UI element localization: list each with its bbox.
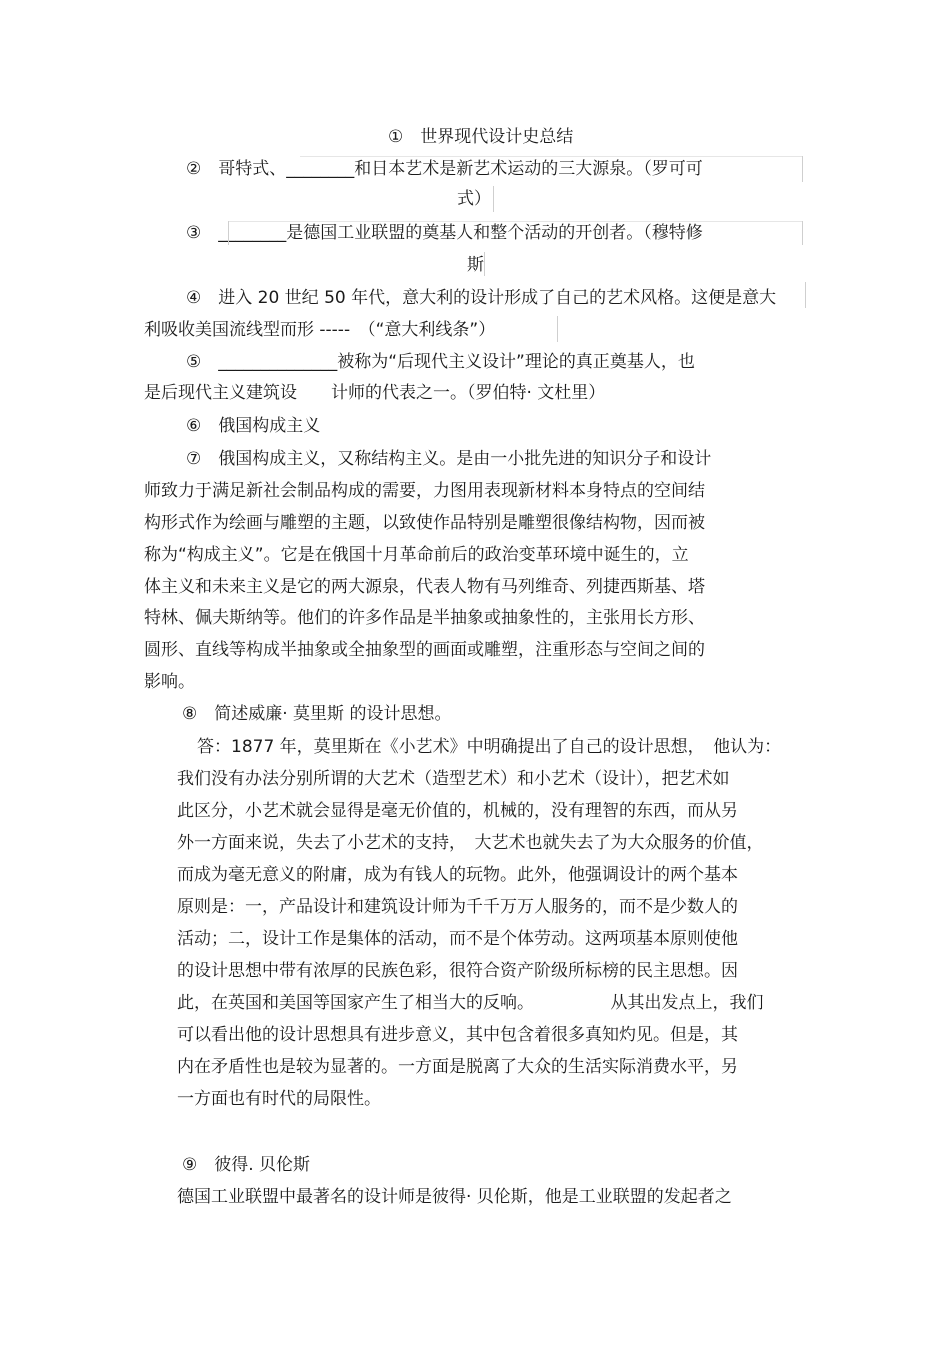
text-line: 原则是：一，产品设计和建筑设计师为千千万万人服务的，而不是少数人的 bbox=[177, 897, 738, 917]
text-line: ② 哥特式、________和日本艺术是新艺术运动的三大源泉。（罗可可 bbox=[186, 159, 703, 179]
text-line: 特林、佩夫斯纳等。他们的许多作品是半抽象或抽象性的，主张用长方形、 bbox=[144, 608, 705, 628]
text-line: 此，在英国和美国等国家产生了相当大的反响。 从其出发点上，我们 bbox=[177, 993, 764, 1013]
text-line: ① 世界现代设计史总结 bbox=[388, 127, 574, 147]
table-border bbox=[228, 221, 802, 222]
text-line: 构形式作为绘画与雕塑的主题，以致使作品特别是雕塑很像结构物，因而被 bbox=[144, 513, 705, 533]
text-line: 而成为毫无意义的附庸，成为有钱人的玩物。此外，他强调设计的两个基本 bbox=[177, 865, 738, 885]
text-line: 外一方面来说，失去了小艺术的支持， 大艺术也就失去了为大众服务的价值， bbox=[177, 833, 764, 853]
text-line: 我们没有办法分别所谓的大艺术（造型艺术）和小艺术（设计），把艺术如 bbox=[177, 769, 730, 789]
text-line: ③ ________是德国工业联盟的奠基人和整个活动的开创者。（穆特修 bbox=[186, 223, 703, 243]
text-line: 此区分，小艺术就会显得是毫无价值的，机械的，没有理智的东西，而从另 bbox=[177, 801, 738, 821]
text-line: ④ 进入 20 世纪 50 年代，意大利的设计形成了自己的艺术风格。这便是意大 bbox=[186, 288, 777, 308]
text-line: 式） bbox=[457, 189, 491, 209]
text-line: ⑥ 俄国构成主义 bbox=[186, 416, 321, 436]
table-border bbox=[484, 252, 485, 276]
text-line: 活动；二，设计工作是集体的活动，而不是个体劳动。这两项基本原则使他 bbox=[177, 929, 738, 949]
text-line: ⑦ 俄国构成主义，又称结构主义。是由一小批先进的知识分子和设计 bbox=[186, 449, 712, 469]
text-line: 可以看出他的设计思想具有进步意义，其中包含着很多真知灼见。但是，其 bbox=[177, 1025, 738, 1045]
table-border bbox=[228, 221, 229, 245]
text-line: 圆形、直线等构成半抽象或全抽象型的画面或雕塑，注重形态与空间之间的 bbox=[144, 640, 705, 660]
text-line: 斯 bbox=[467, 255, 484, 275]
text-line: 的设计思想中带有浓厚的民族色彩，很符合资产阶级所标榜的民主思想。因 bbox=[177, 961, 738, 981]
text-line: 利吸收美国流线型而形 ----- （“意大利线条”） bbox=[144, 320, 496, 340]
text-line: 师致力于满足新社会制品构成的需要，力图用表现新材料本身特点的空间结 bbox=[144, 481, 705, 501]
table-border bbox=[805, 282, 806, 308]
text-line: 德国工业联盟中最著名的设计师是彼得· 贝伦斯，他是工业联盟的发起者之 bbox=[177, 1187, 732, 1207]
text-line: 内在矛盾性也是较为显著的。一方面是脱离了大众的生活实际消费水平，另 bbox=[177, 1057, 738, 1077]
text-line: ⑤ ______________被称为“后现代主义设计”理论的真正奠基人，也 bbox=[186, 352, 695, 372]
table-border bbox=[493, 186, 494, 212]
table-border bbox=[557, 316, 558, 342]
text-line: ⑧ 简述威廉· 莫里斯 的设计思想。 bbox=[182, 704, 452, 724]
text-line: ⑨ 彼得. 贝伦斯 bbox=[182, 1155, 311, 1175]
text-line: 体主义和未来主义是它的两大源泉，代表人物有马列维奇、列捷西斯基、塔 bbox=[144, 577, 705, 597]
text-line: 是后现代主义建筑设 计师的代表之一。（罗伯特· 文杜里） bbox=[144, 383, 606, 403]
text-line: 答：1877 年，莫里斯在《小艺术》中明确提出了自己的设计思想， 他认为： bbox=[197, 737, 782, 757]
table-border bbox=[802, 221, 803, 245]
text-line: 一方面也有时代的局限性。 bbox=[177, 1089, 381, 1109]
table-border bbox=[300, 156, 802, 157]
text-line: 称为“构成主义”。它是在俄国十月革命前后的政治变革环境中诞生的，立 bbox=[144, 545, 689, 565]
text-line: 影响。 bbox=[144, 672, 195, 692]
table-border bbox=[802, 156, 803, 182]
